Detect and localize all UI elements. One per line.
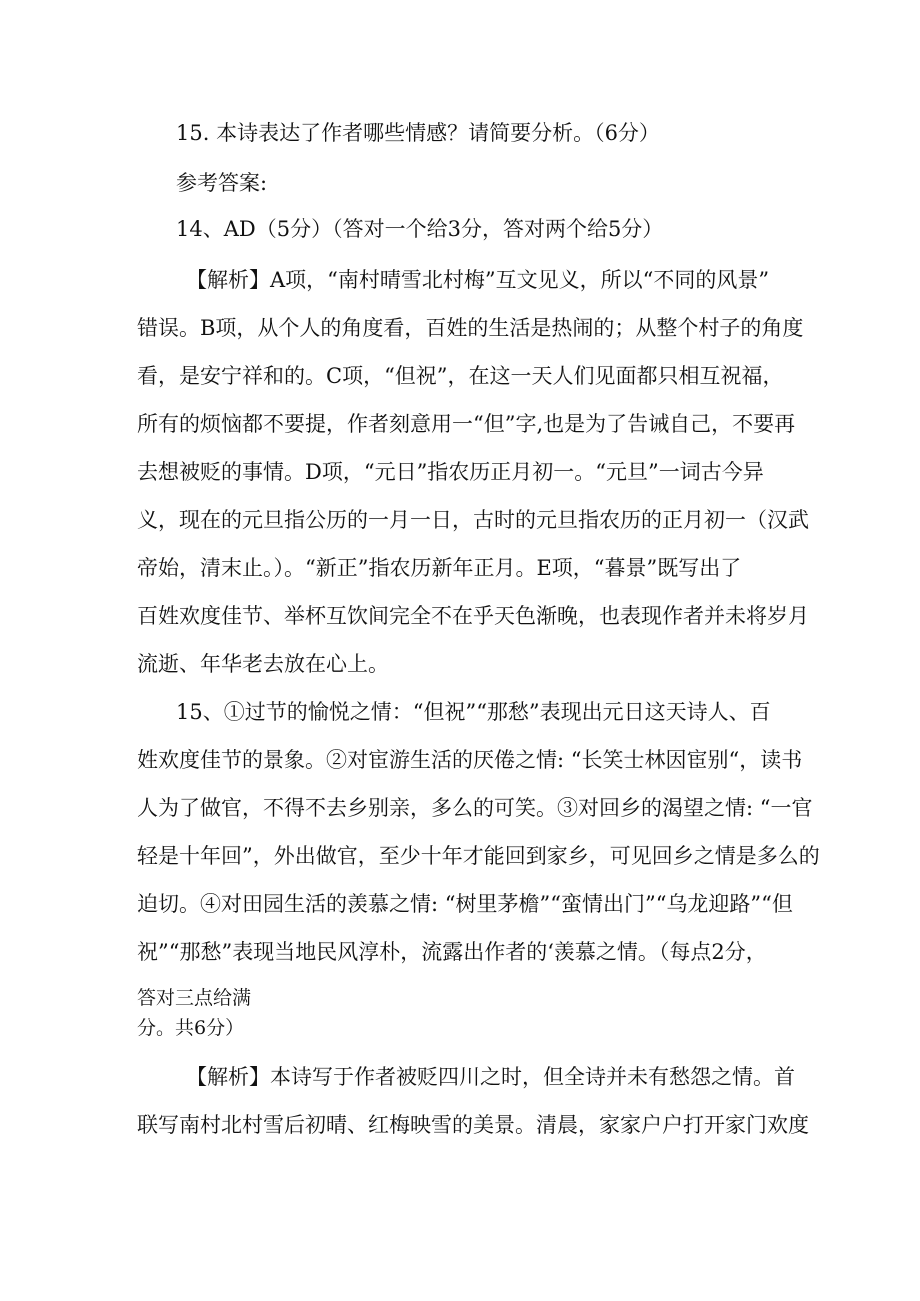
answer-15-line: 祝”“那愁”表现当地民风淳朴，流露出作者的‘羡慕之情。（每点2分，	[137, 940, 767, 964]
analysis-line: 联写南村北村雪后初晴、红梅映雪的美景。清晨，家家户户打开家门欢度	[137, 1113, 809, 1137]
answer-14-line: 错误。B项，从个人的角度看，百姓的生活是热闹的；从整个村子的角度	[137, 316, 804, 340]
answer-14-line: 百姓欢度佳节、举杯互饮间完全不在乎天色渐晚，也表现作者并未将岁月	[137, 604, 809, 628]
answer-15-line: 迫切。④对田园生活的羡慕之情: “树里茅檐”“蛮情出门”“乌龙迎路”“但	[137, 892, 793, 916]
analysis-line: 【解析】本诗写于作者被贬四川之时，但全诗并未有愁怨之情。首	[186, 1065, 795, 1089]
answer-14-line: 义，现在的元旦指公历的一月一日，古时的元旦指农历的正月初一（汉武	[137, 508, 809, 532]
answer-14-line: 去想被贬的事情。D项，“元日”指农历正月初一。“元旦”一词古今异	[137, 460, 764, 484]
answer-14-line: 帝始，清末止。）。“新正”指农历新年正月。E项，“暮景”既写出了	[137, 556, 742, 580]
answer-15-line: 答对三点给满	[137, 987, 252, 1009]
answer-15-line: 15、①过节的愉悦之情：“但祝”“那愁”表现出元日这天诗人、百	[176, 700, 771, 724]
answer-15-line: 人为了做官，不得不去乡别亲，多么的可笑。③对回乡的渴望之情: “一官	[137, 796, 813, 820]
answer-14-line: 看，是安宁祥和的。C项，“但祝”，在这一天人们见面都只相互祝福，	[137, 364, 784, 388]
answer-15-line: 轻是十年回”，外出做官，至少十年才能回到家乡，可见回乡之情是多么的	[137, 844, 820, 868]
answer-14-line: 所有的烦恼都不要提，作者刻意用一“但”字,也是为了告诫自己，不要再	[137, 412, 796, 436]
question-15: 15. 本诗表达了作者哪些情感？请简要分析。（6分）	[176, 121, 660, 145]
answer-14-line: 【解析】A项，“南村晴雪北村梅”互文见义，所以“不同的风景”	[186, 268, 770, 292]
answer-15-line: 分。共6分）	[137, 1017, 245, 1039]
answer-14-header: 14、AD（5分）（答对一个给3分，答对两个给5分）	[176, 217, 664, 241]
answer-heading: 参考答案:	[176, 171, 268, 195]
answer-15-line: 姓欢度佳节的景象。②对宦游生活的厌倦之情: “长笑士林因宦别“，读书	[137, 748, 803, 772]
answer-14-line: 流逝、年华老去放在心上。	[137, 652, 389, 676]
